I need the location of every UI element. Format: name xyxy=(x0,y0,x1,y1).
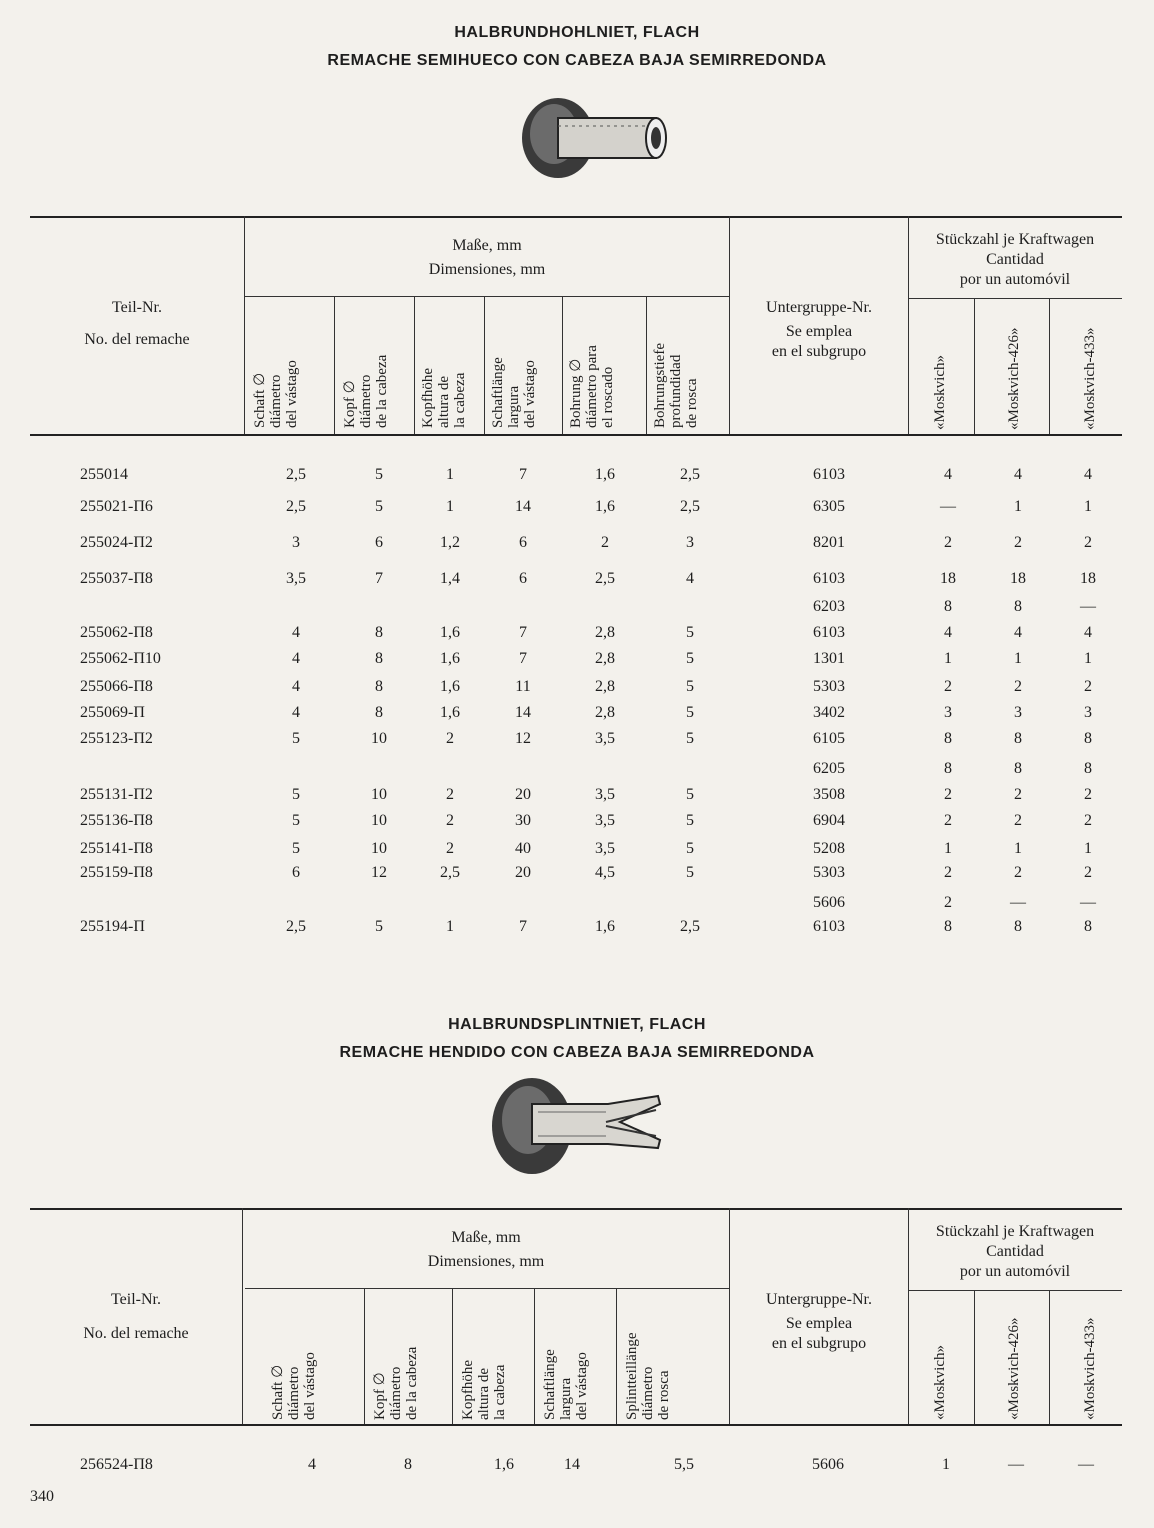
table1-cell: 1 xyxy=(446,498,454,515)
table1-cell: 2 xyxy=(1014,812,1022,829)
table1-cell: 20 xyxy=(515,864,531,881)
table1-cell: 8 xyxy=(375,704,383,721)
table1-cell: 1,6 xyxy=(595,466,615,483)
table1-cell: 5303 xyxy=(813,864,845,881)
table1-cell: 2 xyxy=(1084,786,1092,803)
table1-cell: 1,6 xyxy=(595,918,615,935)
table1-cell: 2,5 xyxy=(680,918,700,935)
table1-cell: 3 xyxy=(1084,704,1092,721)
table1-cell: 1,6 xyxy=(440,704,460,721)
table1-header-dimensions: Maße, mm Dimensiones, mm xyxy=(428,237,546,278)
table1-part-number: 255069-П xyxy=(80,704,145,721)
table1-dim-header-2: Kopfhöhe altura de la cabeza xyxy=(420,368,468,428)
table1-part-number: 255194-П xyxy=(80,918,145,935)
table1-cell: 1301 xyxy=(813,650,845,667)
table1-cell: 2 xyxy=(944,678,952,695)
table1-cell: 1 xyxy=(1014,840,1022,857)
table2-cell: 14 xyxy=(564,1456,580,1473)
table1-cell: 5606 xyxy=(813,894,845,911)
table1-cell: 4 xyxy=(292,678,300,695)
table2-cell: 1 xyxy=(942,1456,950,1473)
table1-cell: 6 xyxy=(375,534,383,551)
table1-cell: 3 xyxy=(686,534,694,551)
table1-cell: 7 xyxy=(375,570,383,587)
table1-cell: 2 xyxy=(1014,786,1022,803)
table1-cell: 4 xyxy=(292,624,300,641)
table1-cell: 2 xyxy=(446,840,454,857)
table1-cell: 4 xyxy=(1014,466,1022,483)
table1-cell: 5208 xyxy=(813,840,845,857)
table1-cell: 3 xyxy=(944,704,952,721)
table1-cell: 12 xyxy=(371,864,387,881)
table1-part-number: 255062-П8 xyxy=(80,624,153,641)
table1-cell: 6103 xyxy=(813,466,845,483)
table1-cell: 5 xyxy=(686,840,694,857)
table1-cell: 20 xyxy=(515,786,531,803)
table1-cell: 8 xyxy=(1014,918,1022,935)
table1-cell: 7 xyxy=(519,466,527,483)
table1-cell: 1 xyxy=(446,918,454,935)
table1-dim-header-1: Kopf ∅ diámetro de la cabeza xyxy=(342,354,390,428)
table1-title-es: REMACHE SEMIHUECO CON CABEZA BAJA SEMIRREDONDA xyxy=(327,52,827,69)
table1-cell: 7 xyxy=(519,650,527,667)
table2-dim-header-3: Schaftlänge largura del vástago xyxy=(542,1349,590,1420)
table2-cell: — xyxy=(1008,1456,1024,1473)
table1-part-number: 255159-П8 xyxy=(80,864,153,881)
table1-cell: 5 xyxy=(686,786,694,803)
table1-cell: 2,8 xyxy=(595,650,615,667)
table2-dim-header-2: Kopfhöhe altura de la cabeza xyxy=(460,1360,508,1420)
table1-cell: 12 xyxy=(515,730,531,747)
table1-cell: 2 xyxy=(1014,864,1022,881)
table1-cell: 2 xyxy=(1084,812,1092,829)
table1-cell: 2 xyxy=(1014,678,1022,695)
table1-part-number: 255024-П2 xyxy=(80,534,153,551)
table1-cell: 2 xyxy=(1014,534,1022,551)
table1-cell: 18 xyxy=(1010,570,1026,587)
table1-cell: 1 xyxy=(1084,840,1092,857)
table1-cell: 8 xyxy=(1014,730,1022,747)
table1-cell: 1 xyxy=(1084,498,1092,515)
table1-cell: 6 xyxy=(519,570,527,587)
table1-cell: 2 xyxy=(446,812,454,829)
table1-cell: 2,8 xyxy=(595,704,615,721)
table1-cell: 2 xyxy=(1084,864,1092,881)
table1-cell: 10 xyxy=(371,730,387,747)
table1-cell: 1 xyxy=(1014,650,1022,667)
table1-cell: 10 xyxy=(371,840,387,857)
table1-model-header-0: «Moskvich» xyxy=(932,355,948,430)
table1-cell: 1,4 xyxy=(440,570,460,587)
table1-cell: 4,5 xyxy=(595,864,615,881)
table1-cell: 1 xyxy=(446,466,454,483)
table2-model-header-2: «Moskvich-433» xyxy=(1082,1317,1098,1420)
table2-title-es: REMACHE HENDIDO CON CABEZA BAJA SEMIRREDONDA xyxy=(339,1044,815,1061)
table1-cell: 8 xyxy=(944,918,952,935)
table1-part-number: 255066-П8 xyxy=(80,678,153,695)
table1-cell: — xyxy=(1080,894,1096,911)
table1-cell: — xyxy=(1080,598,1096,615)
table1-cell: 4 xyxy=(292,704,300,721)
table2-part-number: 256524-П8 xyxy=(80,1456,153,1473)
table1-cell: 6 xyxy=(292,864,300,881)
table2-cell: 4 xyxy=(308,1456,316,1473)
table1-cell: 6205 xyxy=(813,760,845,777)
table1-cell: 2,8 xyxy=(595,678,615,695)
table1-cell: 8 xyxy=(944,760,952,777)
table1-cell: 2 xyxy=(944,864,952,881)
table1-cell: 5 xyxy=(686,704,694,721)
table1-cell: 6103 xyxy=(813,624,845,641)
table1-cell: 18 xyxy=(1080,570,1096,587)
table1-cell: 4 xyxy=(1084,624,1092,641)
table1-cell: 8 xyxy=(1084,730,1092,747)
table1-cell: 5 xyxy=(292,812,300,829)
table1-cell: 6 xyxy=(519,534,527,551)
table1-cell: 5 xyxy=(686,678,694,695)
table2-header-part-no: Teil-Nr. No. del remache xyxy=(83,1291,189,1342)
table1-cell: 4 xyxy=(292,650,300,667)
table1-cell: 1 xyxy=(1014,498,1022,515)
table1-cell: 2,5 xyxy=(286,918,306,935)
page-number: 340 xyxy=(30,1488,54,1505)
table1-cell: 1,6 xyxy=(440,624,460,641)
split-rivet-illustration xyxy=(488,1074,668,1184)
table1-cell: 2,8 xyxy=(595,624,615,641)
table1-cell: 18 xyxy=(940,570,956,587)
table1-cell: 8 xyxy=(1084,760,1092,777)
table1-cell: 30 xyxy=(515,812,531,829)
table1-cell: 8 xyxy=(1084,918,1092,935)
table1-cell: 2,5 xyxy=(440,864,460,881)
table1-part-number: 255123-П2 xyxy=(80,730,153,747)
table1-cell: 2 xyxy=(944,534,952,551)
table1-cell: 10 xyxy=(371,786,387,803)
table1-cell: 8 xyxy=(944,730,952,747)
table1-cell: 5 xyxy=(686,730,694,747)
table1-cell: 3402 xyxy=(813,704,845,721)
table1-cell: 2,5 xyxy=(595,570,615,587)
table1-part-number: 255062-П10 xyxy=(80,650,161,667)
table2-cell: 1,6 xyxy=(494,1456,514,1473)
table1-cell: 4 xyxy=(1014,624,1022,641)
table1-cell: 2 xyxy=(944,894,952,911)
table1-cell: 7 xyxy=(519,624,527,641)
table2-dim-header-0: Schaft ∅ diámetro del vástago xyxy=(270,1352,318,1420)
table2-cell: — xyxy=(1078,1456,1094,1473)
table1-part-number: 255037-П8 xyxy=(80,570,153,587)
table1-cell: 6103 xyxy=(813,918,845,935)
table1-header-part-no: Teil-Nr. No. del remache xyxy=(84,299,190,348)
table1-cell: 4 xyxy=(944,624,952,641)
table1-cell: 5 xyxy=(686,812,694,829)
table1-cell: 8201 xyxy=(813,534,845,551)
table1-model-header-2: «Moskvich-433» xyxy=(1082,327,1098,430)
table1-cell: 8 xyxy=(1014,760,1022,777)
table1-cell: 3,5 xyxy=(595,730,615,747)
table1-cell: 3,5 xyxy=(595,840,615,857)
table1-cell: 5 xyxy=(375,466,383,483)
table1-part-number: 255021-П6 xyxy=(80,498,153,515)
table2-header-quantity: Stückzahl je Kraftwagen Cantidad por un automóvil xyxy=(935,1223,1095,1280)
table1-cell: 3,5 xyxy=(595,786,615,803)
table1-dim-header-5: Bohrungstiefe profundidad de rosca xyxy=(652,343,700,428)
table2-model-header-1: «Moskvich-426» xyxy=(1006,1317,1022,1420)
table1-header-quantity: Stückzahl je Kraftwagen Cantidad por un automóvil xyxy=(935,231,1095,288)
table1-cell: 14 xyxy=(515,704,531,721)
table1-cell: 3508 xyxy=(813,786,845,803)
table1-cell: 8 xyxy=(944,598,952,615)
table2-header-subgroup: Untergruppe-Nr. Se emplea en el subgrupo xyxy=(766,1291,872,1352)
table2-title-de: HALBRUNDSPLINTNIET, FLACH xyxy=(448,1016,706,1033)
table1-cell: 2 xyxy=(446,730,454,747)
table1-cell: 8 xyxy=(375,650,383,667)
table1-cell: 1 xyxy=(1084,650,1092,667)
table1-cell: 8 xyxy=(1014,598,1022,615)
table1-cell: 5 xyxy=(375,918,383,935)
table1-cell: 8 xyxy=(375,624,383,641)
table1-part-number: 255141-П8 xyxy=(80,840,153,857)
table1-cell: 2 xyxy=(944,812,952,829)
table1-cell: 1 xyxy=(944,650,952,667)
table1-cell: 2,5 xyxy=(680,498,700,515)
table1-cell: 1,6 xyxy=(440,650,460,667)
table1-cell: 2 xyxy=(446,786,454,803)
table1-cell: 8 xyxy=(375,678,383,695)
table1-cell: 7 xyxy=(519,918,527,935)
table1-cell: 2 xyxy=(1084,534,1092,551)
table1-dim-header-4: Bohrung ∅ diámetro para el roscado xyxy=(568,345,616,428)
table1-cell: 4 xyxy=(1084,466,1092,483)
table1-model-header-1: «Moskvich-426» xyxy=(1006,327,1022,430)
table1-cell: 2,5 xyxy=(680,466,700,483)
table1-part-number: 255131-П2 xyxy=(80,786,153,803)
table2-model-header-0: «Moskvich» xyxy=(932,1345,948,1420)
table1-title-de: HALBRUNDHOHLNIET, FLACH xyxy=(454,24,700,41)
table1-part-number: 255136-П8 xyxy=(80,812,153,829)
table2-cell: 5,5 xyxy=(674,1456,694,1473)
table1-cell: 4 xyxy=(944,466,952,483)
table1-cell: 1,2 xyxy=(440,534,460,551)
table1-cell: 5 xyxy=(375,498,383,515)
table1-cell: 1 xyxy=(944,840,952,857)
table1-part-number: 255014 xyxy=(80,466,128,483)
table1-cell: — xyxy=(1010,894,1026,911)
table1-dim-header-0: Schaft ∅ diámetro del vástago xyxy=(252,360,300,428)
table1-cell: 2 xyxy=(601,534,609,551)
table1-cell: 3,5 xyxy=(595,812,615,829)
table1-cell: 6904 xyxy=(813,812,845,829)
table1-header-subgroup: Untergruppe-Nr. Se emplea en el subgrupo xyxy=(766,299,872,360)
table1-cell: 3 xyxy=(292,534,300,551)
table1-cell: 3,5 xyxy=(286,570,306,587)
table1-cell: 5 xyxy=(292,786,300,803)
table1-cell: 1,6 xyxy=(595,498,615,515)
table1-cell: 6105 xyxy=(813,730,845,747)
table1-cell: 5 xyxy=(686,650,694,667)
table1-cell: 6305 xyxy=(813,498,845,515)
table1-cell: 6203 xyxy=(813,598,845,615)
table1-cell: 11 xyxy=(515,678,531,695)
table1-cell: — xyxy=(940,498,956,515)
table2-cell: 8 xyxy=(404,1456,412,1473)
table2-cell: 5606 xyxy=(812,1456,844,1473)
table1-cell: 2,5 xyxy=(286,498,306,515)
table1-cell: 2,5 xyxy=(286,466,306,483)
table1-cell: 10 xyxy=(371,812,387,829)
table2-dim-header-1: Kopf ∅ diámetro de la cabeza xyxy=(372,1346,420,1420)
table1-cell: 6103 xyxy=(813,570,845,587)
table2-header-dimensions: Maße, mm Dimensiones, mm xyxy=(427,1229,545,1270)
table1-cell: 2 xyxy=(944,786,952,803)
table1-cell: 1,6 xyxy=(440,678,460,695)
table1-cell: 2 xyxy=(1084,678,1092,695)
semi-hollow-rivet-illustration xyxy=(518,96,668,186)
table1-cell: 5303 xyxy=(813,678,845,695)
table1-cell: 5 xyxy=(292,840,300,857)
table1-cell: 5 xyxy=(292,730,300,747)
table2-dim-header-4: Splintteillänge diámetro de rosca xyxy=(624,1332,672,1420)
table1-dim-header-3: Schaftlänge largura del vástago xyxy=(490,357,538,428)
table1-cell: 4 xyxy=(686,570,694,587)
table1-cell: 5 xyxy=(686,624,694,641)
table1-cell: 14 xyxy=(515,498,531,515)
table1-cell: 40 xyxy=(515,840,531,857)
table1-cell: 5 xyxy=(686,864,694,881)
table1-cell: 3 xyxy=(1014,704,1022,721)
